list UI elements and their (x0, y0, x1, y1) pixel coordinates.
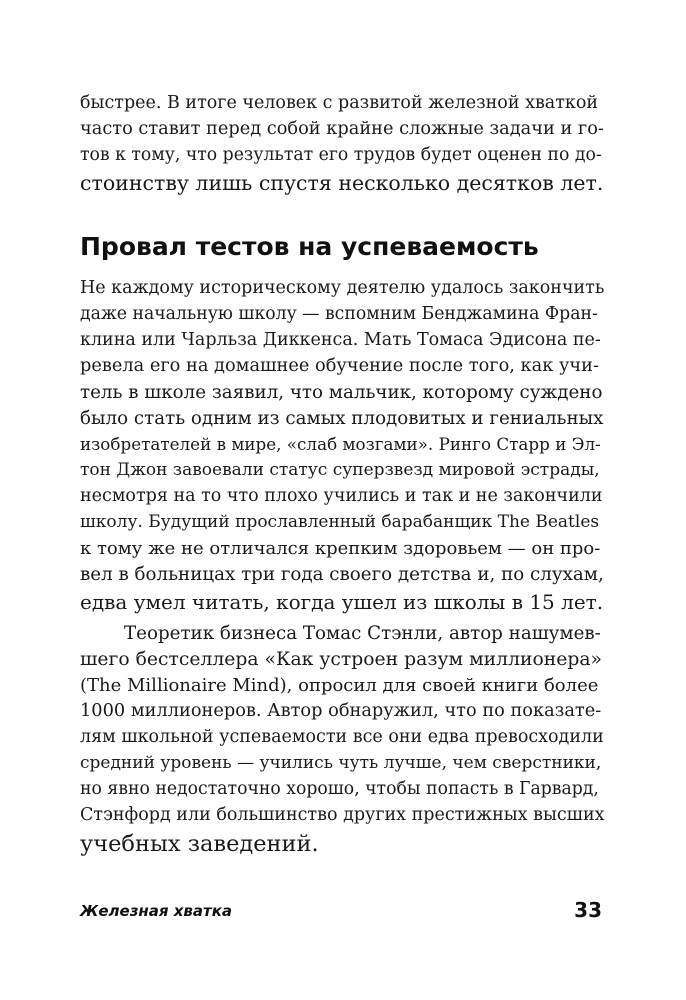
text-line: но явно недостаточно хорошо, чтобы попасть в Гарвард, (80, 779, 599, 799)
page-number: 33 (574, 898, 602, 922)
text-line: учебных заведений. (80, 831, 319, 857)
text-line: (The Millionaire Mind), опросил для своей книги более (80, 675, 599, 696)
running-footer-title: Железная хватка (80, 902, 233, 920)
text-line: тон Джон завоевали статус суперзвезд мировой эстрады, (80, 460, 600, 480)
text-line: вел в больницах три года своего детства и, по слухам, (80, 564, 604, 585)
text-line: изобретателей в мире, «слаб мозгами». Ринго Старр и Эл- (80, 434, 601, 454)
text-line: клина или Чарльза Диккенса. Мать Томаса Эдисона пе- (80, 330, 601, 350)
text-line: школу. Будущий прославленный барабанщик The Beatles (80, 512, 600, 532)
text-line: лям школьной успеваемости все они едва превосходили (80, 727, 604, 747)
text-line: Теоретик бизнеса Томас Стэнли, автор нашумев- (124, 623, 601, 644)
text-line: стоинству лишь спустя несколько десятков лет. (80, 171, 604, 195)
text-line: быстрее. В итоге человек с развитой железной хваткой (80, 93, 599, 113)
text-line: несмотря на то что плохо учились и так и не закончили (80, 486, 603, 506)
text-line: Стэнфорд или большинство других престижных высших (80, 805, 605, 825)
text-line: едва умел читать, когда ушел из школы в 15 лет. (80, 590, 604, 614)
text-line: было стать одним из самых плодовитых и гениальных (80, 408, 604, 429)
text-line: шего бестселлера «Как устроен разум миллионера» (80, 649, 603, 670)
text-line: к тому же не отличался крепким здоровьем — он про- (80, 538, 601, 559)
text-line: 1000 миллионеров. Автор обнаружил, что по показате- (80, 701, 602, 721)
text-line: часто ставит перед собой крайне сложные задачи и го- (80, 119, 604, 139)
text-line: средний уровень — учились чуть лучше, чем сверстники, (80, 753, 602, 773)
text-line: тель в школе заявил, что мальчик, которому суждено (80, 382, 603, 403)
text-line: даже начальную школу — вспомним Бенджамина Фран- (80, 304, 598, 324)
text-line: ревела его на домашнее обучение после того, как учи- (80, 356, 599, 376)
section-heading: Провал тестов на успеваемость (80, 232, 539, 261)
text-line: тов к тому, что результат его трудов будет оценен по до- (80, 145, 602, 165)
text-line: Не каждому историческому деятелю удалось закончить (80, 278, 605, 298)
